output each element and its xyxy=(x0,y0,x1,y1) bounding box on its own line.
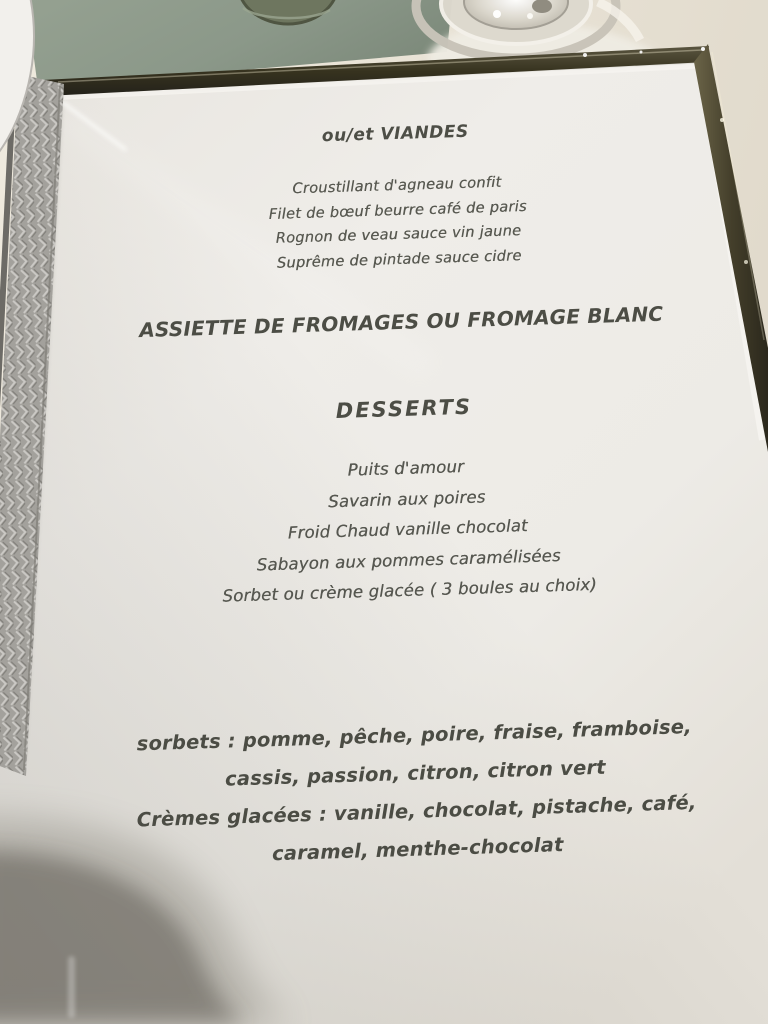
menu-item: Sabayon aux pommes caramélisées xyxy=(256,545,562,575)
menu-item: Filet de bœuf beurre café de paris xyxy=(268,198,527,223)
flavor-line: sorbets : pomme, pêche, poire, fraise, framboise, xyxy=(136,714,693,755)
menu-item: Croustillant d'agneau confit xyxy=(292,174,502,198)
viandes-items xyxy=(42,163,755,283)
section-title-desserts: DESSERTS xyxy=(335,394,473,423)
flavor-line: caramel, menthe-chocolat xyxy=(271,832,564,865)
menu-text-layer xyxy=(40,113,768,879)
cheese-course-line: ASSIETTE DE FROMAGES OU FROMAGE BLANC xyxy=(138,301,664,343)
menu-item: Suprême de pintade sauce cidre xyxy=(276,247,522,272)
desserts-items xyxy=(51,443,765,618)
flavor-line: Crèmes glacées : vanille, chocolat, pistache, café, xyxy=(136,790,697,831)
flavor-list xyxy=(59,705,768,879)
section-title-viandes: ou/et VIANDES xyxy=(321,121,470,147)
menu-item: Savarin aux poires xyxy=(327,486,486,511)
menu-item: Sorbet ou crème glacée ( 3 boules au choix) xyxy=(222,574,598,606)
menu-item: Froid Chaud vanille chocolat xyxy=(287,516,528,543)
menu-item: Rognon de veau sauce vin jaune xyxy=(275,223,522,247)
flavor-line: cassis, passion, citron, citron vert xyxy=(224,755,607,791)
shadow-light-streak xyxy=(68,956,75,1018)
menu-item: Puits d'amour xyxy=(347,457,465,480)
